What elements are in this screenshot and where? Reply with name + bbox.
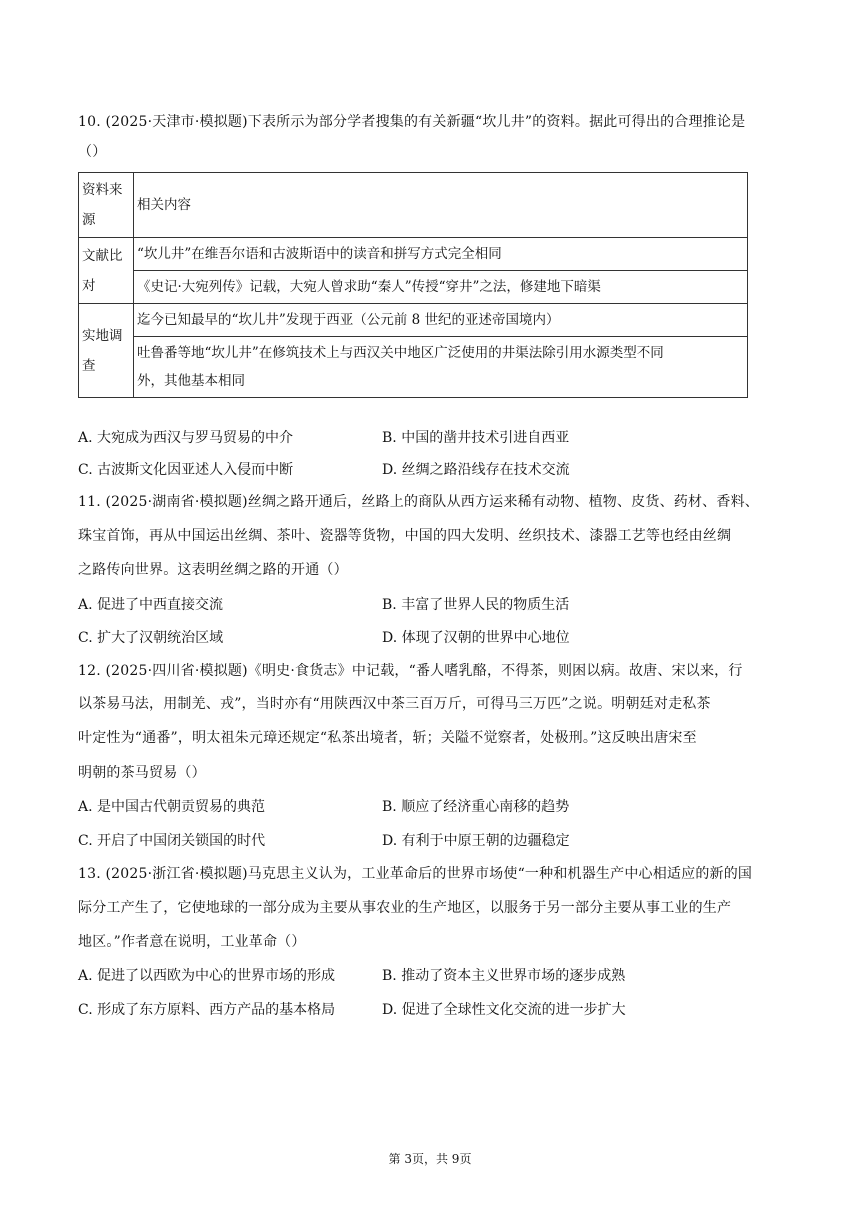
content-line: 吐鲁番等地“坎儿井”在修筑技术上与西汉关中地区广泛使用的井渠法除引用水源类型不同: [137, 345, 664, 361]
q12-stem-line4: 明朝的茶马贸易（）: [78, 765, 206, 781]
q13-stem-line1: 13. (2025·浙江省·模拟题)马克思主义认为，工业革命后的世界市场使“一种和机器生产中心相适应的新的国: [78, 866, 753, 882]
q13-stem-line3: 地区。”作者意在说明，工业革命（）: [78, 934, 306, 950]
q13-option-d[interactable]: D. 促进了全球性文化交流的进一步扩大: [382, 1002, 626, 1018]
q10-option-b[interactable]: B. 中国的凿井技术引进自西亚: [382, 430, 570, 446]
q12-option-d[interactable]: D. 有利于中原王朝的边疆稳定: [382, 833, 570, 849]
content-cell: “坎儿井”在维吾尔语和古波斯语中的读音和拼写方式完全相同: [134, 238, 748, 271]
q12-stem-line1: 12. (2025·四川省·模拟题)《明史·食货志》中记载，“番人嗜乳酪，不得茶，则困以病。故唐、宋以来，行: [78, 663, 743, 679]
header-content: 相关内容: [134, 173, 748, 238]
q12-option-c[interactable]: C. 开启了中国闭关锁国的时代: [78, 833, 266, 849]
q12-option-b[interactable]: B. 顺应了经济重心南移的趋势: [382, 799, 570, 815]
source-literature: 文献比对: [79, 238, 134, 304]
q11-option-a[interactable]: A. 促进了中西直接交流: [78, 597, 224, 613]
q11-stem-line1: 11. (2025·湖南省·模拟题)丝绸之路开通后，丝路上的商队从西方运来稀有动物、植物、皮货、药材、香料、: [78, 494, 759, 510]
table-row: [79, 304, 748, 337]
q12-stem-line2: 以茶易马法，用制羌、戎”，当时亦有“用陕西汉中茶三百万斤，可得马三万匹”之说。明朝廷对走私茶: [78, 696, 711, 712]
source-fieldwork: 实地调查: [79, 304, 134, 398]
content-cell: 《史记·大宛列传》记载，大宛人曾求助“秦人”传授“穿井”之法，修建地下暗渠: [134, 271, 748, 304]
q11-stem-line2: 珠宝首饰，再从中国运出丝绸、茶叶、瓷器等货物，中国的四大发明、丝织技术、漆器工艺等也经由丝绸: [78, 528, 732, 544]
table-row: [79, 337, 748, 398]
header-source: 资料来源: [79, 173, 134, 238]
q10-stem-line1: 10. (2025·天津市·模拟题)下表所示为部分学者搜集的有关新疆“坎儿井”的资料。据此可得出的合理推论是: [78, 114, 746, 130]
q11-option-b[interactable]: B. 丰富了世界人民的物质生活: [382, 597, 570, 613]
page-number-footer: 第 3页，共 9页: [388, 1152, 472, 1166]
q13-option-a[interactable]: A. 促进了以西欧为中心的世界市场的形成: [78, 968, 336, 984]
q10-option-d[interactable]: D. 丝绸之路沿线存在技术交流: [382, 462, 570, 478]
q13-option-b[interactable]: B. 推动了资本主义世界市场的逐步成熟: [382, 968, 626, 984]
content-cell: [134, 337, 748, 398]
table-header-row: [79, 173, 748, 238]
q11-stem-line3: 之路传向世界。这表明丝绸之路的开通（）: [78, 562, 348, 578]
table-row: [79, 238, 748, 271]
q10-stem-line2: （）: [78, 144, 107, 160]
q10-source-table: [78, 172, 748, 398]
q10-option-c[interactable]: C. 古波斯文化因亚述人入侵而中断: [78, 462, 294, 478]
q11-option-d[interactable]: D. 体现了汉朝的世界中心地位: [382, 630, 570, 646]
content-line: 外，其他基本相同: [137, 373, 245, 389]
q12-option-a[interactable]: A. 是中国古代朝贡贸易的典范: [78, 799, 266, 815]
q12-stem-line3: 叶定性为“通番”，明太祖朱元璋还规定“私茶出境者，斩；关隘不觉察者，处极刑。”这反映出唐宋至: [78, 730, 697, 746]
q13-option-c[interactable]: C. 形成了东方原料、西方产品的基本格局: [78, 1002, 336, 1018]
q13-stem-line2: 际分工产生了，它使地球的一部分成为主要从事农业的生产地区，以服务于另一部分主要从事工业的生产: [78, 900, 732, 916]
content-cell: 迄今已知最早的“坎儿井”发现于西亚（公元前 8 世纪的亚述帝国境内）: [134, 304, 748, 337]
q10-option-a[interactable]: A. 大宛成为西汉与罗马贸易的中介: [78, 430, 294, 446]
table-row: [79, 271, 748, 304]
q11-option-c[interactable]: C. 扩大了汉朝统治区域: [78, 630, 224, 646]
